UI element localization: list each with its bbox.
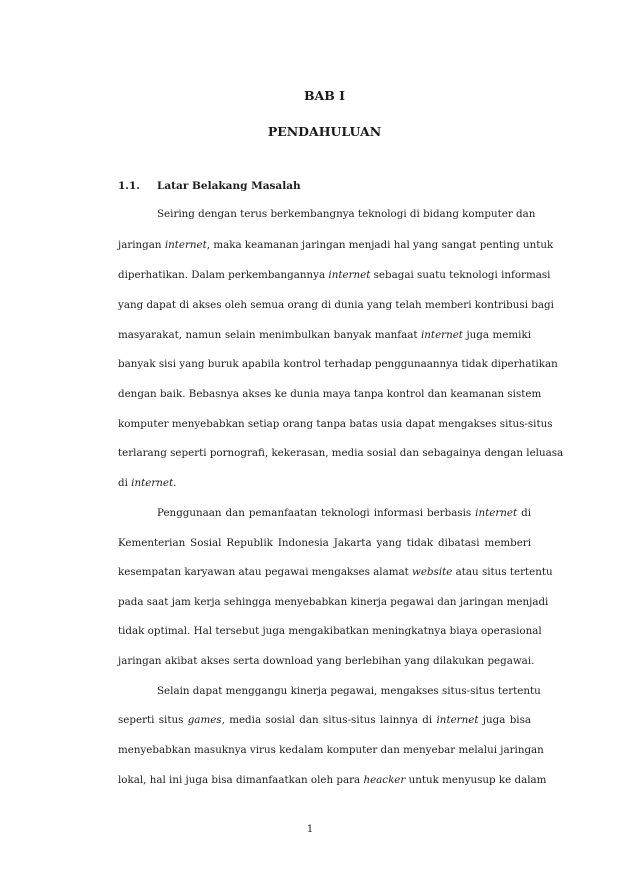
paragraph-line: Kementerian Sosial Republik Indonesia Jakarta yang tidak dibatasi memberi [118,537,531,549]
paragraph-line: diperhatikan. Dalam perkembangannya internet sebagai suatu teknologi informasi [118,269,551,281]
paragraph-line: Penggunaan dan pemanfaatan teknologi informasi berbasis internet di [157,507,531,519]
paragraph-line: Selain dapat menggangu kinerja pegawai, mengakses situs-situs tertentu [157,685,541,697]
chapter-title: PENDAHULUAN [267,124,382,139]
paragraph-line: seperti situs games, media sosial dan situs-situs lainnya di internet juga bisa [118,714,531,726]
section-title: Latar Belakang Masalah [157,180,301,192]
paragraph-line: Seiring dengan terus berkembangnya teknologi di bidang komputer dan [157,208,536,220]
paragraph-line: yang dapat di akses oleh semua orang di dunia yang telah memberi kontribusi bagi [118,299,554,311]
paragraph-line: kesempatan karyawan atau pegawai mengakses alamat website atau situs tertentu [118,566,553,578]
paragraph-line: lokal, hal ini juga bisa dimanfaatkan oleh para heacker untuk menyusup ke dalam [118,774,547,786]
italic-term: internet [131,477,174,489]
paragraph-line: masyarakat, namun selain menimbulkan banyak manfaat internet juga memiki [118,329,531,341]
italic-term: heacker [363,774,406,786]
page-number: 1 [306,824,314,835]
paragraph-line: jaringan internet, maka keamanan jaringan menjadi hal yang sangat penting untuk [118,239,554,251]
italic-term: website [412,566,453,578]
italic-term: internet [475,507,518,519]
italic-term: internet [421,329,463,341]
paragraph-line: menyebabkan masuknya virus kedalam komputer dan menyebar melalui jaringan [118,744,544,756]
paragraph-line: jaringan akibat akses serta download yang berlebihan yang dilakukan pegawai. [118,655,535,667]
paragraph-line: di internet. [118,477,177,489]
paragraph-line: terlarang seperti pornografi, kekerasan, media sosial dan sebagainya dengan leluasa [118,447,564,459]
paragraph-line: pada saat jam kerja sehingga menyebabkan kinerja pegawai dan jaringan menjadi [118,596,549,608]
paragraph-line: tidak optimal. Hal tersebut juga mengakibatkan meningkatnya biaya operasional [118,625,542,637]
italic-term: internet [164,239,207,251]
italic-term: games [187,714,222,726]
section-heading [118,180,301,192]
section-number: 1.1. [118,180,140,192]
paragraph-line: dengan baik. Bebasnya akses ke dunia maya tanpa kontrol dan keamanan sistem [118,388,542,400]
paragraph-line: komputer menyebabkan setiap orang tanpa batas usia dapat mengakses situs-situs [118,418,553,430]
paragraph-line: banyak sisi yang buruk apabila kontrol terhadap penggunaannya tidak diperhatikan [118,358,558,370]
italic-term: internet [436,714,479,726]
chapter-number: BAB I [303,88,346,103]
italic-term: internet [328,269,371,281]
